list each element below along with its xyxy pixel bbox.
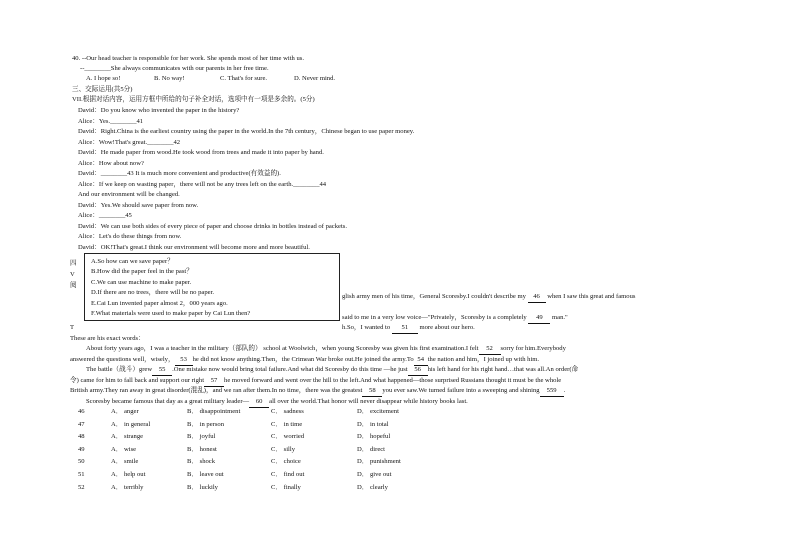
dialogue-line: Alice：________45 (78, 212, 132, 219)
blank-59: 559 (540, 386, 564, 397)
option-c: C． in time (271, 420, 303, 428)
dialogue-line: Alice：Wow!That's great.________42 (78, 138, 181, 146)
question-number: 49 (78, 445, 85, 453)
passage-line: The battle（战斗）grew 55 .One mistake now would bring total failure.And what did Scoresby do this time —he just 56 his left hand for his right hand…that was all.An order(命 (70, 365, 746, 376)
option-c: C． find out (271, 471, 305, 479)
dialogue-line: David：Do you know who invented the paper in the history? (78, 107, 240, 114)
dialogue-line: And our environment will be changed. (78, 191, 180, 198)
question-40-reply (80, 64, 269, 74)
question-40-stem: 40. --Our head teacher is responsible for her work. She spends most of her time with us. (72, 55, 305, 62)
section-3-heading: 三、交际运用(共5分) (72, 86, 133, 93)
option-d: D． clearly (357, 483, 388, 491)
table-row (78, 431, 401, 444)
passage-line: answered the questions well，wisely， 53 he did not know anything.Then，the Crimean War broke out.He joined the army.To 54 the nation and him，I joined up with him. (70, 355, 730, 366)
option-a: A． terribly (111, 483, 144, 491)
option-c: C． finally (271, 483, 301, 491)
passage-line: British army.They ran away in great disorder(混乱)，and we ran after them.In no time，there was the greatest 58 you ever saw.We turned failure into a sweeping and shining 559 . (70, 386, 730, 397)
blank-53: 53 (175, 355, 193, 366)
option-d: D． excitement (357, 408, 399, 416)
dialogue-line: David：OK!That's great.I think our environment will become more and more beautiful. (78, 243, 310, 251)
option-d: D． in total (357, 420, 389, 428)
section-7-heading: VII.根据对话内容，运用方框中所给的句子补全对话，选项中有一项是多余的。(5分) (72, 96, 315, 103)
dialogue-line: Alice：If we keep on wasting paper，there will not be any trees left on the earth.________44 (78, 180, 327, 188)
option-b: B． shock (187, 458, 216, 466)
table-row (78, 456, 401, 469)
passage-line: h.So，I wanted to 51 more about our hero. (342, 323, 475, 334)
passage-line: About forty years ago，I was a teacher in the military（部队的） school at Woolwich，when young Scoresby was given his first examination.I felt 52 sorry for him.Everybody (70, 344, 746, 355)
blank-49: 49 (528, 313, 550, 324)
blank-57: 57 (204, 376, 224, 387)
blank-54: 54 (414, 355, 428, 366)
table-row (78, 406, 401, 419)
table-row (78, 482, 401, 495)
option-c: C． worried (271, 433, 305, 441)
blank-52: 52 (479, 344, 501, 355)
option-c: C. That's for sure. (220, 75, 268, 82)
option-d: D． give out (357, 471, 392, 479)
reply-text: She always communicates with our parents in her free time. (110, 65, 269, 72)
option-d: D． hopeful (357, 433, 391, 441)
blank-60: 60 (249, 397, 269, 408)
choice-e: E.Cai Lun invented paper almost 2，000 years ago. (91, 299, 228, 307)
dialogue-line: David：We can use both sides of every piece of paper and choose drinks in bottles instead of packets. (78, 222, 347, 230)
choice-f: F.What materials were used to make paper by Cai Lun then? (91, 309, 251, 317)
covered-line-char: T (70, 324, 75, 331)
option-d: D． punishment (357, 458, 401, 466)
option-c: C． silly (271, 445, 295, 453)
question-number: 52 (78, 483, 85, 491)
option-b: B． honest (187, 445, 217, 453)
option-a: A. I hope so! (86, 75, 121, 82)
covered-heading-char: V (70, 271, 75, 278)
covered-heading-char: 四 (70, 260, 77, 267)
option-b: B． joyful (187, 433, 216, 441)
choice-c: C.We can use machine to make paper. (91, 278, 192, 286)
question-number: 48 (78, 433, 85, 441)
option-a: A． strange (111, 433, 144, 441)
question-number: 51 (78, 471, 85, 479)
blank-58: 58 (362, 386, 382, 397)
passage-line: 令) came for him to fall back and support our right 57 he moved forward and went over the hill to the left.And what happened—those surprised Russians thought it must be the whole (70, 376, 730, 387)
dialogue-line: Alice：Yes.________41 (78, 117, 144, 125)
question-number: 47 (78, 420, 85, 428)
option-b: B． leave out (187, 471, 224, 479)
option-b: B． in person (187, 420, 224, 428)
option-d: D. Never mind. (294, 75, 336, 82)
option-d: D． direct (357, 445, 386, 453)
question-number: 50 (78, 458, 85, 466)
option-b: B. No way! (154, 75, 185, 82)
dialogue-line: David：Right.China is the earliest country using the paper in the world.In the 7th century，Chinese began to use paper money. (78, 128, 415, 135)
question-number: 46 (78, 408, 85, 416)
choice-a: A.So how can we save paper？ (91, 258, 174, 265)
passage-line: glish army men of his time，General Scoresby.I couldn't describe my 46 when I saw this great and famous (342, 292, 635, 303)
option-b: B． disappointment (187, 408, 241, 416)
reply-prefix: -- (80, 65, 85, 72)
blank-51: 51 (392, 323, 418, 334)
choice-box (84, 253, 340, 321)
option-c: C． choice (271, 458, 301, 466)
passage-line: Scoresby became famous that day as a great military leader— 60 all over the world.That honor will never disappear while history books last. (70, 397, 746, 408)
dialogue-line: Alice：How about now? (78, 159, 144, 167)
options-table (78, 406, 401, 494)
question-40-options (86, 74, 386, 84)
dialogue-line: Alice：Let's do these things from now. (78, 233, 182, 240)
choice-b: B.How did the paper feel in the past？ (91, 268, 193, 276)
option-a: A． wise (111, 445, 137, 453)
dialogue-line: David：________43 It is much more convenient and productive(有效益的). (78, 170, 281, 177)
covered-heading-char: 阅 (70, 282, 77, 289)
option-c: C． sadness (271, 408, 304, 416)
option-a: A． smile (111, 458, 139, 466)
blank-55: 55 (152, 365, 172, 376)
option-b: B． luckily (187, 483, 218, 491)
option-a: A． help out (111, 471, 146, 479)
option-a: A． anger (111, 408, 139, 416)
passage-intro: These are his exact words： (70, 334, 145, 342)
blank-56: 56 (408, 365, 428, 376)
passage-line: said to me in a very low voice—"Privately，Scoresby is a completely 49 man." (342, 313, 568, 324)
table-row (78, 444, 401, 457)
option-a: A． in general (111, 420, 151, 428)
blank-46: 46 (528, 292, 546, 303)
table-row (78, 469, 401, 482)
dialogue-line: David：Yes.We should save paper from now. (78, 201, 199, 209)
dialogue-line: David：He made paper from wood.He took wood from trees and made it into paper by hand. (78, 149, 324, 156)
choice-d: D.If there are no trees，there will be no paper. (91, 289, 215, 297)
reply-blank: ________ (84, 65, 111, 72)
table-row (78, 419, 401, 432)
